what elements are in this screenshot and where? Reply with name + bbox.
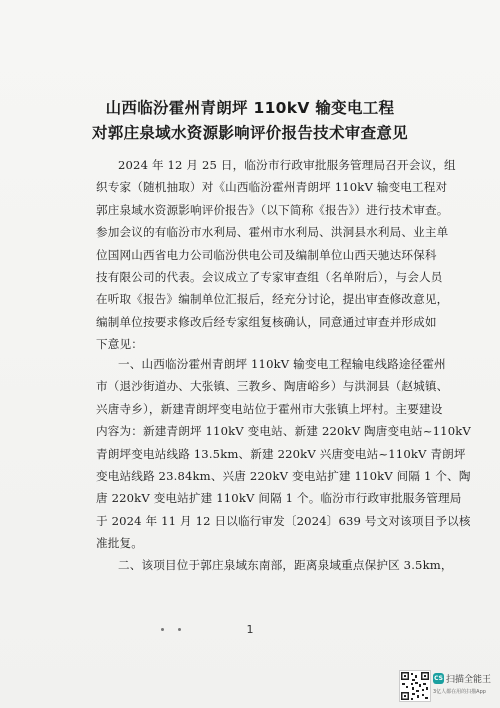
text-line: 技有限公司的代表。会议成立了专家审查组（名单附后），与会人员 [96,270,443,285]
text-line: 市（退沙街道办、大张镇、三教乡、陶唐峪乡）与洪洞县（赵城镇、 [96,379,449,394]
text-line: 兴唐寺乡），新建青朗坪变电站位于霍州市大张镇上坪村。主要建设 [96,401,443,416]
text-line: 参加会议的有临汾市水利局、霍州市水利局、洪洞县水利局、业主单 [96,225,449,240]
text-line: 编制单位按要求修改后经专家组复核确认，同意通过审查并形成如 [96,314,437,329]
document-title-line-1: 山西临汾霍州青朗坪 110kV 输变电工程 [105,99,395,117]
section-2-paragraph [96,554,453,576]
camscanner-logo: CS [434,675,443,682]
text-line: 二、该项目位于郭庄泉域东南部，距离泉域重点保护区 3.5km， [118,558,453,572]
text-line: 在听取《报告》编制单位汇报后，经充分讨论，提出审查修改意见， [96,292,449,307]
text-line: 位国网山西省电力公司临汾供电公司及编制单位山西天驰达环保科 [96,247,437,262]
page-number: 1 [246,623,254,636]
text-line: 郭庄泉域水资源影响评价报告》（以下简称《报告》）进行技术审查。 [96,202,449,217]
document-title-line-2: 对郭庄泉域水资源影响评价报告技术审查意见 [91,124,408,142]
text-line: 织专家（随机抽取）对《山西临汾霍州青朗坪 110kV 输变电工程对 [96,180,448,195]
scanner-app-name: 扫描全能王 [446,675,492,685]
text-line: 准批复。 [96,536,143,551]
intro-paragraph [96,154,456,356]
text-line: 于 2024 年 11 月 12 日以临行审发〔2024〕639 号文对该项目予以核 [96,513,471,528]
text-line: 唐 220kV 变电站扩建 110kV 间隔 1 个。临汾市行政审批服务管理局 [96,491,462,506]
text-line: 2024 年 12 月 25 日，临汾市行政审批服务管理局召开会议，组 [118,158,456,172]
scanner-tagline: 3亿人都在用的扫描App [433,689,486,695]
qr-code [399,670,431,702]
text-line: 变电站线路 23.84km、兴唐 220kV 变电站扩建 110kV 间隔 1 个、陶 [96,469,471,484]
text-line: 青朗坪变电站线路 13.5km、新建 220kV 兴唐变电站~110kV 青朗坪 [96,446,466,461]
section-1-paragraph [96,353,471,555]
text-line: 下意见： [96,337,143,352]
text-line: 一、山西临汾霍州青朗坪 110kV 输变电工程输电线路途径霍州 [118,357,446,371]
text-line: 内容为：新建青朗坪 110kV 变电站、新建 220kV 陶唐变电站~110kV [96,424,471,439]
